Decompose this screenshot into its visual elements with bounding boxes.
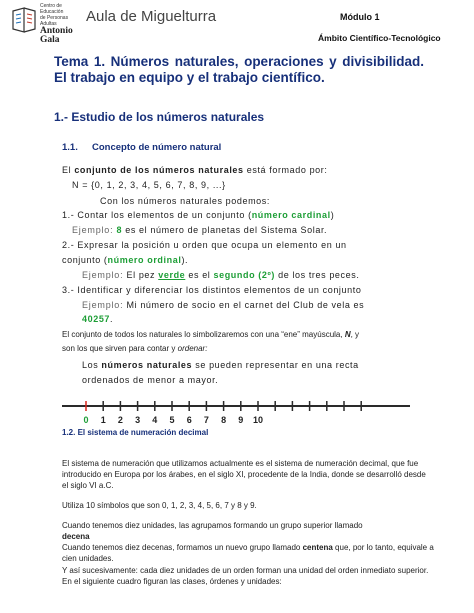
paragraph-hundreds: Cuando tenemos diez decenas, formamos un nuevo grupo llamado centena que, por lo tanto, equivale a cien unidades. [62,543,434,563]
use-item-2: 2.- Expresar la posición u orden que ocupa un elemento en un [62,240,347,250]
school-name: Centro de Educación de Personas Adultas Antonio Gala [40,3,73,45]
paragraph-orders: Y así sucesivamente: cada diez unidades de un orden forman una unidad del orden inmediato superior. En el siguiente cuadro figuran las clases, órdenes y unidades: [62,566,429,586]
number-line-label: 7 [203,415,209,425]
number-line-label: 4 [152,415,158,425]
module-label: Módulo 1 [340,12,380,22]
number-line-label: 3 [135,415,141,425]
number-line-label: 10 [252,415,264,425]
use-item-2-cont: conjunto (número ordinal). [62,255,189,265]
uses-line: Con los números naturales podemos: [100,196,270,206]
use-item-1: 1.- Contar los elementos de un conjunto (número cardinal) [62,210,335,220]
paragraph-history: El sistema de numeración que utilizamos actualmente es el sistema de numeración decimal, que fue introducido en Europa por los árabes, en el siglo XI, procedente de la India, donde se desarrolló desde el siglo VI a.C. [62,459,426,490]
number-line-label: 6 [186,415,192,425]
example-1: Ejemplo: 8 es el número de planetas del Sistema Solar. [72,225,328,235]
site-title: Aula de Miguelturra [86,8,217,25]
number-line [60,390,420,430]
subsection-heading: 1.1. Concepto de número natural [62,142,222,153]
number-line-label: 1 [100,415,106,425]
naturals-purpose-line: son los que sirven para contar y ordenar: [62,344,208,353]
area-label: Ámbito Científico-Tecnológico [318,33,441,43]
number-line-intro-cont: ordenados de menor a mayor. [82,375,219,385]
use-item-3: 3.- Identificar y diferenciar los distintos elementos de un conjunto [62,285,362,295]
number-line-label: 0 [83,415,89,425]
number-line-label: 9 [238,415,244,425]
section-heading: 1.- Estudio de los números naturales [54,110,265,124]
subsection-heading-1-2: 1.2. El sistema de numeración decimal [62,428,209,437]
number-line-intro: Los números naturales se pueden representar en una recta [82,360,359,370]
paragraph-tens: Cuando tenemos diez unidades, las agrupamos formando un grupo superior llamado decena [62,521,363,541]
natural-set: N = {0, 1, 2, 3, 4, 5, 6, 7, 8, 9, ...} [72,180,226,190]
example-3: Ejemplo: Mi número de socio en el carnet del Club de vela es [82,300,365,310]
paragraph-symbols: Utiliza 10 símbolos que son 0, 1, 2, 3, 4, 5, 6, 7 y 8 y 9. [62,501,257,510]
example-3-number: 40257. [82,314,114,324]
naturals-symbol-line: El conjunto de todos los naturales lo simbolizaremos con una “ene” mayúscula, N, y [62,330,360,339]
intro-line: El conjunto de los números naturales está formado por: [62,165,328,175]
number-line-label: 2 [117,415,123,425]
number-line-label: 8 [221,415,227,425]
example-2: Ejemplo: El pez verde es el segundo (2º) de los tres peces. [82,270,360,280]
lesson-title: Tema 1. Números naturales, operaciones y divisibilidad. El trabajo en equipo y el trabajo científico. [54,54,424,85]
number-line-label: 5 [169,415,175,425]
school-logo-icon [10,5,38,35]
